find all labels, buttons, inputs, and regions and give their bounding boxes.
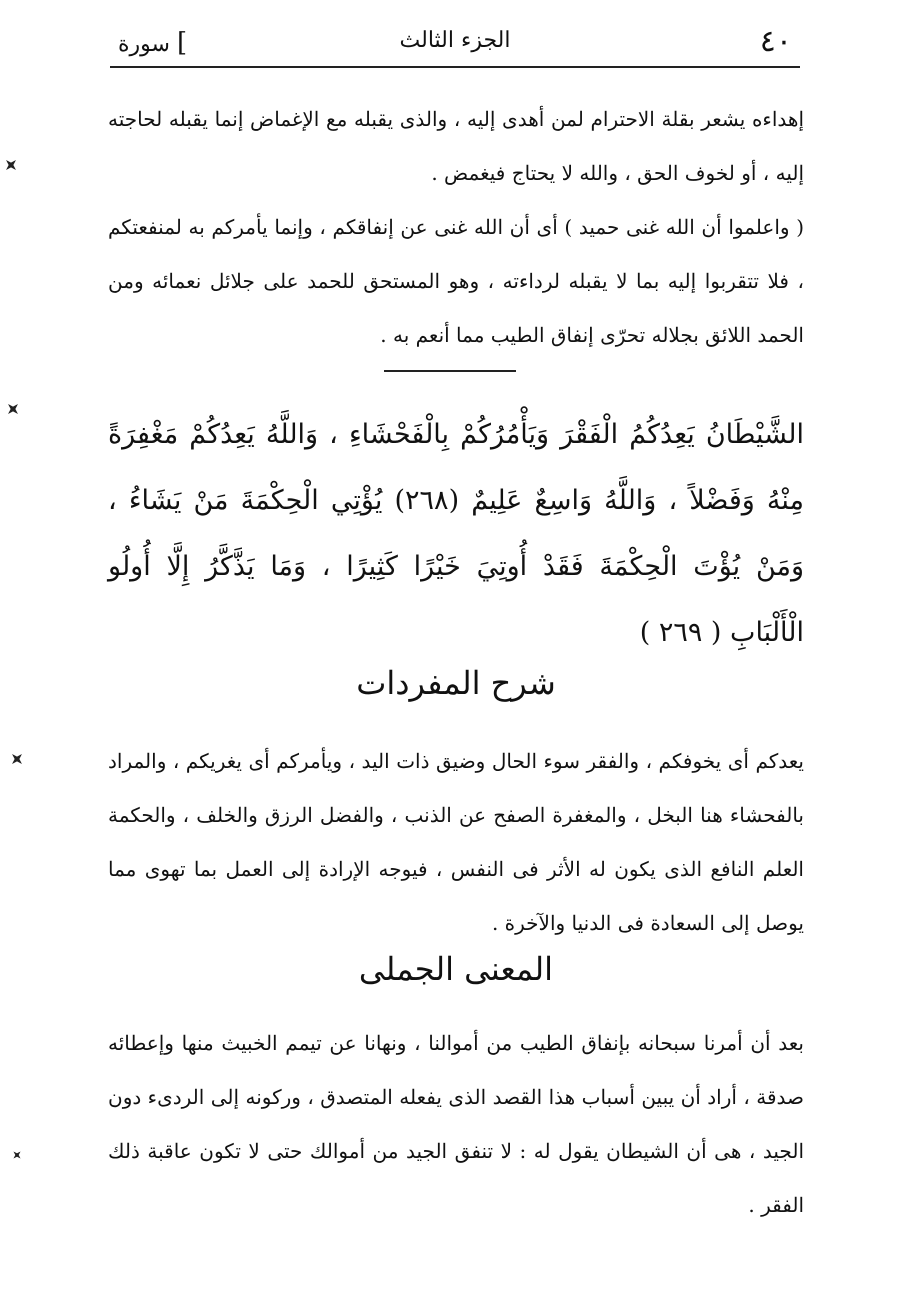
section-title-general-meaning: المعنى الجملى <box>358 950 554 988</box>
ink-speck <box>7 749 27 769</box>
ink-speck <box>1 155 21 175</box>
paragraph-2: ( واعلموا أن الله غنى حميد ) أى أن الله غنى عن إنفاقكم ، وإنما يأمركم به لمنفعتكم ، فلا تتقربوا إليه بما لا يقبله لرداءته ، وهو المستحق للحمد على جلائل نعمائه ومن الحمد اللائق بجلاله تحرّى إنفاق الطيب مما أنعم به . <box>108 215 804 347</box>
section-divider <box>384 370 516 372</box>
vocabulary-text: يعدكم أى يخوفكم ، والفقر سوء الحال وضيق ذات اليد ، ويأمركم أى يغريكم ، والمراد بالفحشاء هنا البخل ، والمغفرة الصفح عن الذنب ، والفضل الرزق والخلف ، والحكمة العلم النافع الذى يكون له الأثر فى النفس ، فيوجه الإرادة إلى العمل بما تهوى مما يوصل إلى السعادة فى الدنيا والآخرة . <box>108 749 804 935</box>
paragraph-1: إهداءه يشعر بقلة الاحترام لمن أهدى إليه ، والذى يقبله مع الإغماض إنما يقبله لحاجته إليه ، أو لخوف الحق ، والله لا يحتاج فيغمض . <box>108 107 804 185</box>
quran-verse: الشَّيْطَانُ يَعِدُكُمُ الْفَقْرَ وَيَأْمُرُكُمْ بِالْفَحْشَاءِ ، وَاللَّهُ يَعِدُكُمْ مَغْفِرَةً مِنْهُ وَفَضْلاً ، وَاللَّهُ وَاسِعٌ عَلِيمٌ (٢٦٨) يُؤْتِي الْحِكْمَةَ مَنْ يَشَاءُ ، وَمَنْ يُؤْتَ الْحِكْمَةَ فَقَدْ أُوتِيَ خَيْرًا كَثِيرًا ، وَمَا يَذَّكَّرُ إِلَّا أُولُو الْأَلْبَابِ ( ٢٦٩ ) <box>108 419 804 648</box>
page-number: ٤٠ <box>759 24 792 59</box>
section-title-vocabulary: شرح المفردات <box>356 664 556 702</box>
surah-bracket: [ <box>176 28 188 58</box>
part-title: الجزء الثالث <box>399 28 511 53</box>
general-meaning-text: بعد أن أمرنا سبحانه بإنفاق الطيب من أموالنا ، ونهانا عن تيمم الخبيث منها وإعطائه صدقة ، أراد أن يبين أسباب هذا القصد الذى يفعله المتصدق ، وركونه إلى الردىء دون الجيد ، هى أن الشيطان يقول له : لا تنفق الجيد من أموالك حتى لا تكون عاقبة ذلك الفقر . <box>108 1031 804 1217</box>
page-header <box>110 22 800 68</box>
surah-label <box>118 28 187 58</box>
ink-speck <box>3 399 23 419</box>
surah-text: سورة <box>118 32 170 57</box>
ink-speck <box>10 1148 24 1162</box>
